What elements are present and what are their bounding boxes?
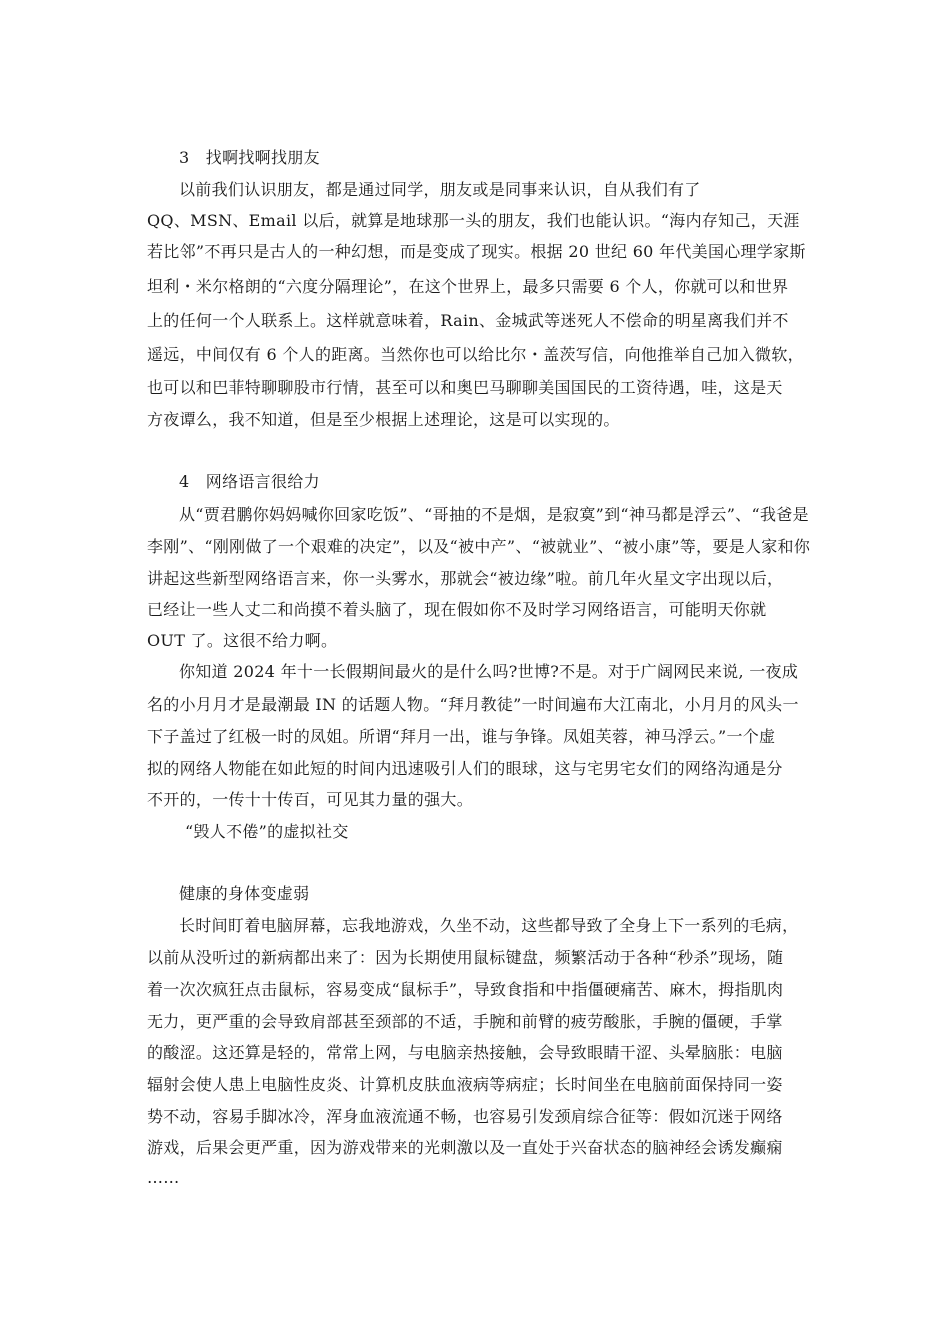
section-heading-6: 健康的身体变虚弱 [179, 884, 310, 903]
paragraph-line: 拟的网络人物能在如此短的时间内迅速吸引人们的眼球，这与宅男宅女们的网络沟通是分 [147, 759, 783, 778]
section-heading-4: 4 网络语言很给力 [179, 472, 320, 491]
paragraph-line: 以前从没听过的新病都出来了：因为长期使用鼠标键盘，频繁活动于各种“秒杀”现场，随 [147, 948, 784, 967]
paragraph-line: 不开的，一传十十传百，可见其力量的强大。 [147, 790, 474, 809]
paragraph-line: 以前我们认识朋友，都是通过同学，朋友或是同事来认识，自从我们有了 [179, 180, 701, 199]
paragraph-line: 无力，更严重的会导致肩部甚至颈部的不适，手腕和前臂的疲劳酸胀，手腕的僵硬，手掌 [147, 1012, 783, 1031]
paragraph-line: 着一次次疯狂点击鼠标，容易变成“鼠标手”，导致食指和中指僵硬痛苦、麻木，拇指肌肉 [147, 980, 784, 999]
paragraph-line: 方夜谭么，我不知道，但是至少根据上述理论，这是可以实现的。 [147, 410, 620, 429]
paragraph-line: 也可以和巴菲特聊聊股市行情，甚至可以和奥巴马聊聊美国国民的工资待遇，哇，这是天 [147, 378, 783, 397]
paragraph-line: 游戏，后果会更严重，因为游戏带来的光刺激以及一直处于兴奋状态的脑神经会诱发癫痫 [147, 1138, 783, 1157]
section-heading-5: “毁人不倦”的虚拟社交 [185, 822, 349, 841]
paragraph-line: 已经让一些人丈二和尚摸不着头脑了，现在假如你不及时学习网络语言，可能明天你就 [147, 600, 767, 619]
paragraph-line: 名的小月月才是最潮最 IN 的话题人物。“拜月教徒”一时间遍布大江南北，小月月的风头一 [147, 695, 799, 714]
paragraph-line: 讲起这些新型网络语言来，你一头雾水，那就会“被边缘”啦。前几年火星文字出现以后， [147, 569, 784, 588]
paragraph-line: OUT 了。这很不给力啊。 [147, 631, 338, 650]
paragraph-line: QQ、MSN、Email 以后，就算是地球那一头的朋友，我们也能认识。“海内存知己，天涯 [147, 211, 800, 230]
paragraph-line: 从“贾君鹏你妈妈喊你回家吃饭”、“哥抽的不是烟，是寂寞”到“神马都是浮云”、“我爸是 [179, 505, 809, 524]
paragraph-line: 上的任何一个人联系上。这样就意味着，Rain、金城武等迷死人不偿命的明星离我们并不 [147, 311, 789, 330]
paragraph-line: …… [147, 1168, 180, 1187]
paragraph-line: 辐射会使人患上电脑性皮炎、计算机皮肤血液病等病症；长时间坐在电脑前面保持同一姿 [147, 1075, 783, 1094]
paragraph-line: 长时间盯着电脑屏幕，忘我地游戏，久坐不动，这些都导致了全身上下一系列的毛病， [179, 916, 799, 935]
paragraph-line: 的酸涩。这还算是轻的，常常上网，与电脑亲热接触，会导致眼睛干涩、头晕脑胀：电脑 [147, 1043, 783, 1062]
paragraph-line: 势不动，容易手脚冰冷，浑身血液流通不畅，也容易引发颈肩综合征等：假如沉迷于网络 [147, 1107, 783, 1126]
paragraph-line: 李刚”、“刚刚做了一个艰难的决定”，以及“被中产”、“被就业”、“被小康”等，要是人家和你 [147, 537, 811, 556]
paragraph-line: 你知道 2024 年十一长假期间最火的是什么吗?世博?不是。对于广阔网民来说, 一夜成 [179, 662, 799, 681]
paragraph-line: 若比邻”不再只是古人的一种幻想，而是变成了现实。根据 20 世纪 60 年代美国心理学家斯 [147, 242, 806, 261]
section-heading-3: 3 找啊找啊找朋友 [179, 148, 320, 167]
paragraph-line: 下子盖过了红极一时的凤姐。所谓“拜月一出，谁与争锋。凤姐芙蓉，神马浮云。”一个虚 [147, 727, 776, 746]
paragraph-line: 遥远，中间仅有 6 个人的距离。当然你也可以给比尔・盖茨写信，向他推举自己加入微软， [147, 345, 804, 364]
paragraph-line: 坦利・米尔格朗的“六度分隔理论”，在这个世界上，最多只需要 6 个人，你就可以和世界 [147, 277, 789, 296]
